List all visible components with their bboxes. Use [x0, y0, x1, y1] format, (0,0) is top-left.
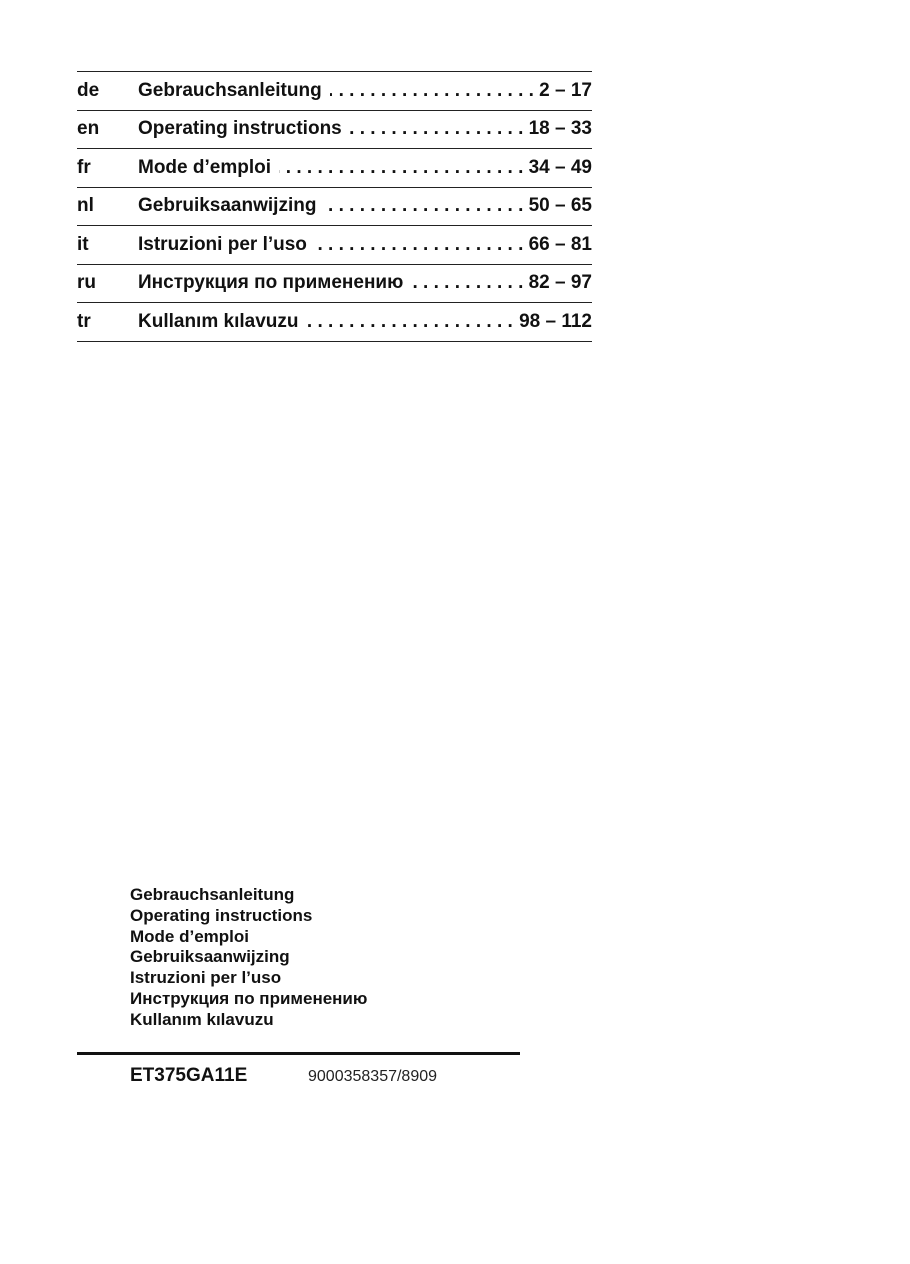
footer-divider [77, 1052, 520, 1055]
toc-page-range: 98 – 112 [513, 311, 592, 333]
manual-title-tr: Kullanım kılavuzu [130, 1009, 274, 1029]
toc-title: Gebrauchsanleitung . . . [138, 80, 533, 102]
toc-page-range: 66 – 81 [523, 234, 592, 256]
toc-page-range: 18 – 33 [523, 118, 592, 140]
toc-page-range: 2 – 17 [533, 80, 592, 102]
toc-page-range: 50 – 65 [523, 195, 592, 217]
manual-titles-list [130, 885, 367, 1031]
toc-language-code: en [77, 118, 100, 140]
toc-language-code: ru [77, 272, 96, 294]
model-number: ET375GA11E [130, 1065, 248, 1086]
toc-page-range: 82 – 97 [523, 272, 592, 294]
manual-title-nl: Gebruiksaanwijzing [130, 947, 290, 967]
toc-language-code: tr [77, 310, 91, 332]
manual-title-ru: Инструкция по применению [130, 988, 368, 1008]
table-of-contents [77, 71, 592, 342]
toc-language-code: de [77, 79, 100, 101]
manual-title-fr: Mode d’emploi [130, 926, 249, 946]
toc-title: Gebruiksaanwijzing . . . [138, 195, 523, 217]
toc-row-it [77, 226, 592, 265]
toc-language-code: nl [77, 195, 94, 217]
manual-title-en: Operating instructions [130, 905, 313, 925]
toc-title: Operating instructions . . . [138, 118, 523, 140]
toc-row-en [77, 111, 592, 150]
toc-row-fr [77, 149, 592, 188]
toc-language-code: fr [77, 156, 91, 178]
toc-title: Istruzioni per l’uso . . . [138, 234, 523, 256]
manual-title-it: Istruzioni per l’uso [130, 968, 282, 988]
toc-title: Mode d’emploi . . . [138, 157, 523, 179]
toc-page-range: 34 – 49 [523, 157, 592, 179]
toc-language-code: it [77, 233, 89, 255]
toc-row-de [77, 72, 592, 111]
manual-title-de: Gebrauchsanleitung [130, 885, 295, 904]
part-number: 9000358357/8909 [308, 1068, 438, 1085]
toc-title: Kullanım kılavuzu . . . [138, 311, 513, 333]
toc-row-ru [77, 265, 592, 304]
toc-row-tr [77, 303, 592, 342]
toc-row-nl [77, 188, 592, 227]
toc-title: Инструкция по применению . . . [138, 272, 523, 294]
